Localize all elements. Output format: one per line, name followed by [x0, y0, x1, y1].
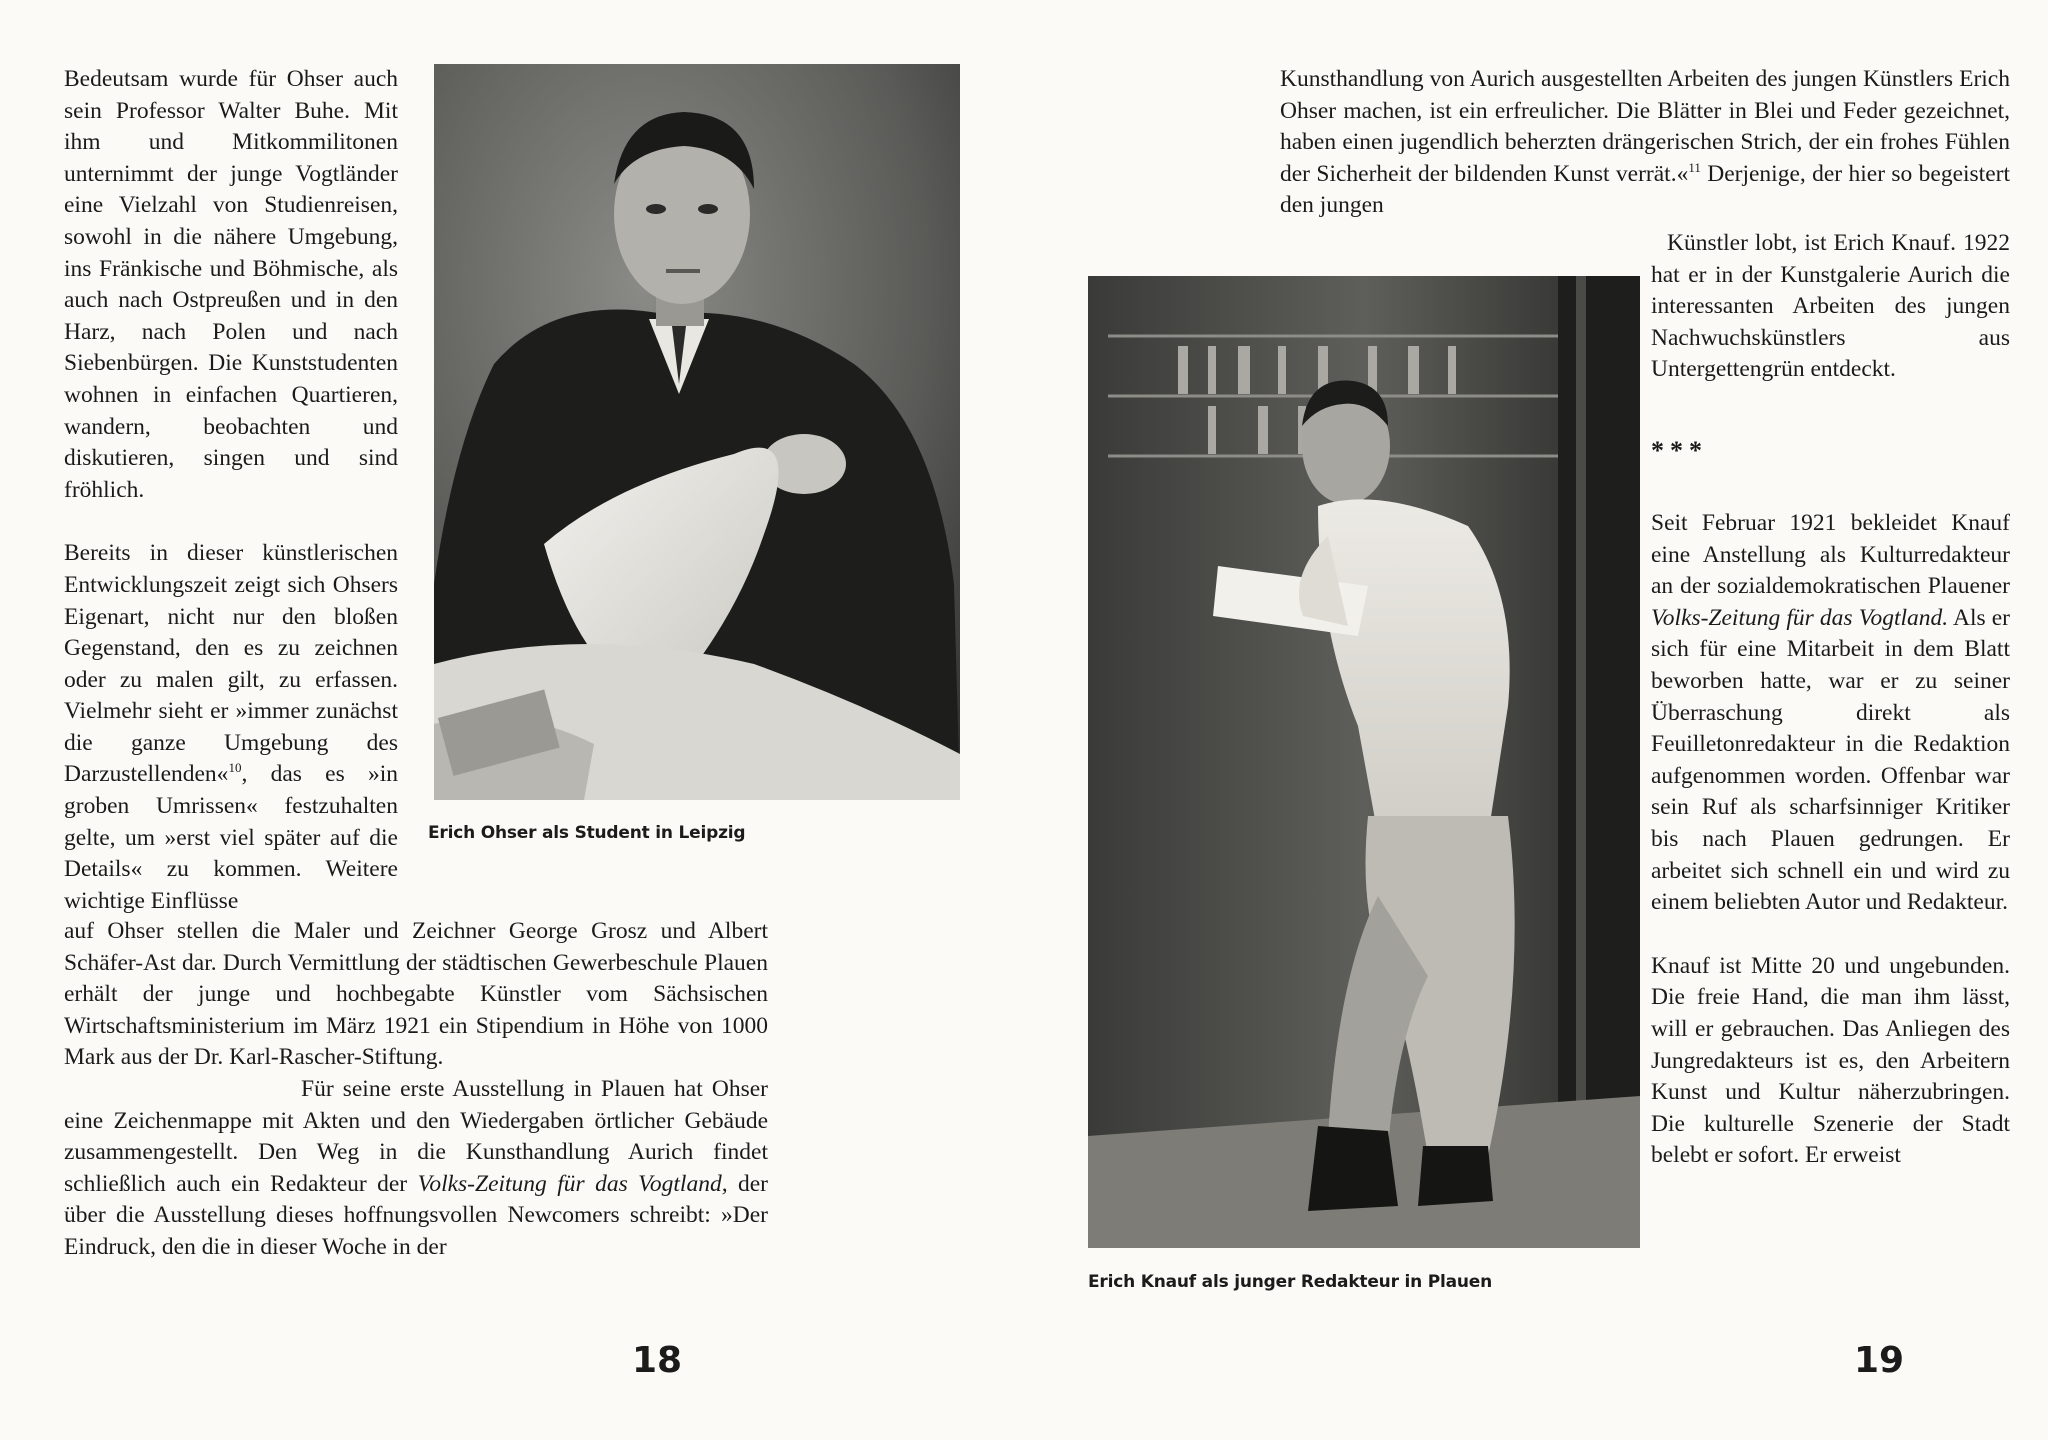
photo-erich-knauf-redakteur [1088, 276, 1640, 1248]
paragraph-anstellung: Seit Februar 1921 bekleidet Knauf eine Anstellung als Kulturredakteur an der sozialdemokratischen Plauener Volks-Zeitung für das Vogtland. Als er sich für eine Mitarbeit in dem Blatt beworben hatte, war er zu seiner Überraschung direkt als Feuilletonredakteur in die Redaktion aufgenommen worden. Offenbar war sein Ruf als scharfsinniger Kritiker bis nach Plauen gedrungen. Er arbeitet sich schnell ein und wird zu einem beliebten Autor und Redakteur. [1651, 510, 2011, 916]
photo-erich-ohser-student [434, 64, 960, 800]
left-wide-text-2: Für seine erste Ausstellung in Plauen hat Ohser eine Zeichenmappe mit Akten und den Wiedergaben örtlicher Gebäude zusammengestellt. Den Weg in die Kunsthandlung Aurich findet schließlich auch ein Redakteur der Volks-Zeitung für das Vogtland, der über die Ausstellung dieses hoffnungsvollen Newcomers schreibt: »Der Eindruck, den die in dieser Woche in der [64, 1076, 769, 1260]
footnote-11: 11 [1688, 159, 1701, 175]
right-column-text [1651, 228, 2010, 386]
caption-ohser-student: Erich Ohser als Student in Leipzig [428, 823, 746, 843]
newspaper-title: Volks-Zeitung für das Vogtland, [417, 1170, 728, 1197]
paragraph-mitte-20: Knauf ist Mitte 20 und ungebunden. Die freie Hand, die man ihm lässt, will er gebrauchen. Das Anliegen des Jungredakteurs ist es, den Arbeitern Kunst und Kultur näherzubringen. Die kulturelle Szenerie der Stadt belebt er sofort. Er erweist [1651, 952, 2010, 1169]
newspaper-title-2: Volks-Zeitung für das Vogtland. [1651, 604, 1949, 631]
left-column-text [64, 64, 398, 917]
paragraph-buhe: Bedeutsam wurde für Ohser auch sein Professor Walter Buhe. Mit ihm und Mitkommilitonen unternimmt der junge Vogtländer eine Vielzahl von Studienreisen, sowohl in die nähere Umgebung, ins Fränkische und Böhmische, als auch nach Ostpreußen und in den Harz, nach Polen und nach Siebenbürgen. Die Kunststudenten wohnen in einfachen Quartieren, wandern, beobachten und diskutieren, singen und sind fröhlich. [64, 66, 398, 503]
left-wide-text-1: auf Ohser stellen die Maler und Zeichner George Grosz und Albert Schäfer-Ast dar. Durch Vermittlung der städtischen Gewerbeschule Plauen erhält der junge und hochbegabte Künstler vom Sächsischen Wirtschaftsministerium im März 1921 ein Stipendium in Höhe von 1000 Mark aus der Dr. Karl-Rascher-Stiftung. [64, 918, 768, 1071]
paragraph-eigenart: Bereits in dieser künstlerischen Entwicklungszeit zeigt sich Ohsers Eigenart, nicht nur den bloßen Gegenstand, den es zu zeichnen oder zu malen gilt, zu erfassen. Vielmehr sieht er »immer zunächst die ganze Umgebung des Darzustellenden«$^{10}$, das es »in groben Umrissen« festzuhalten gelte, um »erst viel später auf die Details« zu kommen. Weitere wichtige Einflüsse [64, 540, 398, 914]
right-page [1024, 0, 2048, 1440]
page-number-right: 19 [1854, 1340, 1905, 1381]
caption-knauf-redakteur: Erich Knauf als junger Redakteur in Plauen [1088, 1272, 1493, 1292]
right-top-text: Kunsthandlung von Aurich ausgestellten Arbeiten des jungen Künstlers Erich Ohser machen, ist ein erfreulicher. Die Blätter in Blei und Feder gezeichnet, haben einen jugendlich beherzten drängerischen Strich, der ein frohes Fühlen der Sicherheit der bildenden Kunst verrät.«$^{11}$ Derjenige, der hier so begeistert den jungen [1280, 66, 2010, 219]
right-column-text-2 [1651, 508, 2010, 1172]
paragraph-knauf-lobt: Künstler lobt, ist Erich Knauf. 1922 hat er in der Kunstgalerie Aurich die interessanten Arbeiten des jungen Nachwuchskünstlers aus Untergettengrün entdeckt. [1651, 230, 2010, 383]
page-number-left: 18 [632, 1340, 683, 1381]
footnote-10: 10 [228, 760, 242, 776]
section-separator: *** [1651, 436, 1708, 465]
